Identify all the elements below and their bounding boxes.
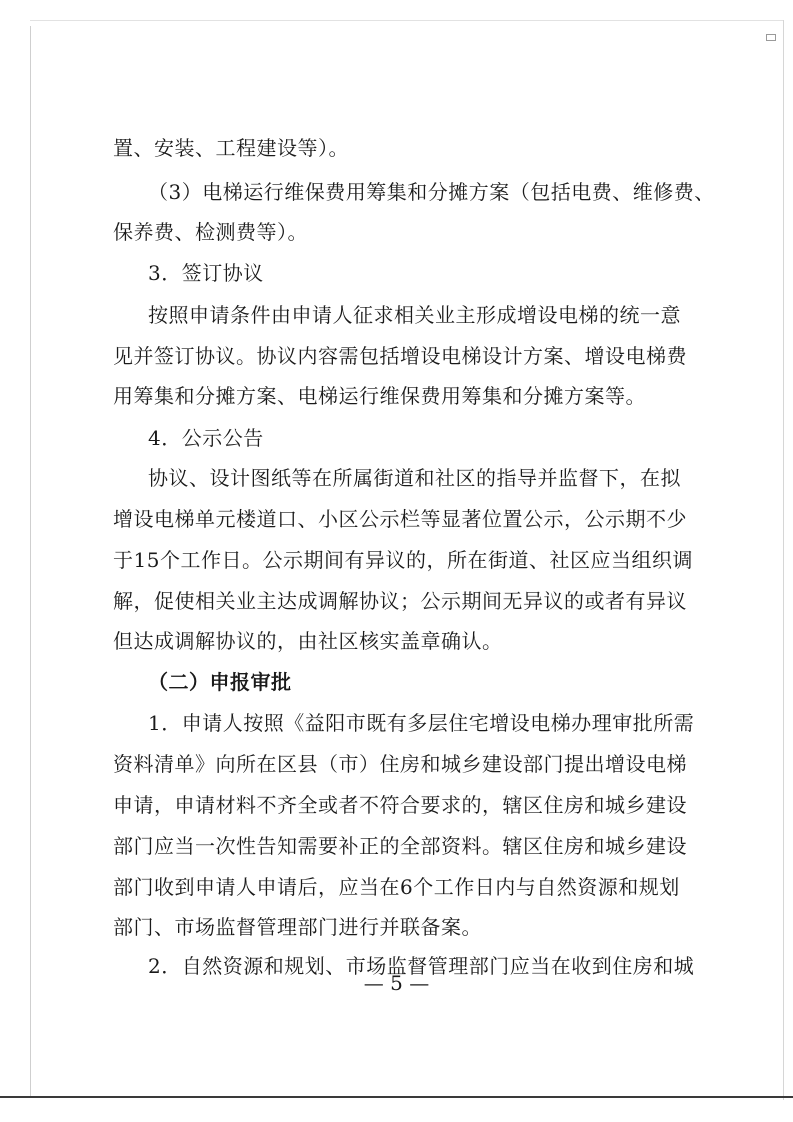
text-line: 用筹集和分摊方案、电梯运行维保费用筹集和分摊方案等。 xyxy=(113,384,646,408)
text-line: 解，促使相关业主达成调解协议；公示期间无异议的或者有异议 xyxy=(113,589,687,613)
text-line: 按照申请条件由申请人征求相关业主形成增设电梯的统一意 xyxy=(148,303,681,327)
page-number: — 5 — xyxy=(363,971,430,995)
text-line: 增设电梯单元楼道口、小区公示栏等显著位置公示，公示期不少 xyxy=(113,507,687,531)
text-line: 部门、市场监督管理部门进行并联备案。 xyxy=(113,915,482,939)
text-line: 协议、设计图纸等在所属街道和社区的指导并监督下，在拟 xyxy=(148,466,681,490)
section-heading: 3．签订协议 xyxy=(148,261,264,285)
section-heading: （二）申报审批 xyxy=(148,670,292,694)
text-line: 2．自然资源和规划、市场监督管理部门应当在收到住房和城 xyxy=(148,954,695,978)
text-line: 于15个工作日。公示期间有异议的，所在街道、社区应当组织调 xyxy=(113,548,693,572)
text-line: 保养费、检测费等）。 xyxy=(113,220,308,244)
text-line: （3）电梯运行维保费用筹集和分摊方案（包括电费、维修费、 xyxy=(148,180,715,204)
text-line: 但达成调解协议的，由社区核实盖章确认。 xyxy=(113,629,503,653)
text-line: 资料清单》向所在区县（市）住房和城乡建设部门提出增设电梯 xyxy=(113,752,687,776)
text-line: 1．申请人按照《益阳市既有多层住宅增设电梯办理审批所需 xyxy=(148,711,695,735)
text-line: 见并签订协议。协议内容需包括增设电梯设计方案、增设电梯费 xyxy=(113,344,687,368)
text-line: 部门应当一次性告知需要补正的全部资料。辖区住房和城乡建设 xyxy=(113,834,687,858)
text-line: 申请，申请材料不齐全或者不符合要求的，辖区住房和城乡建设 xyxy=(113,793,687,817)
text-line: 置、安装、工程建设等）。 xyxy=(113,136,349,160)
text-line: 部门收到申请人申请后，应当在6个工作日内与自然资源和规划 xyxy=(113,875,680,899)
section-heading: 4．公示公告 xyxy=(148,426,264,450)
